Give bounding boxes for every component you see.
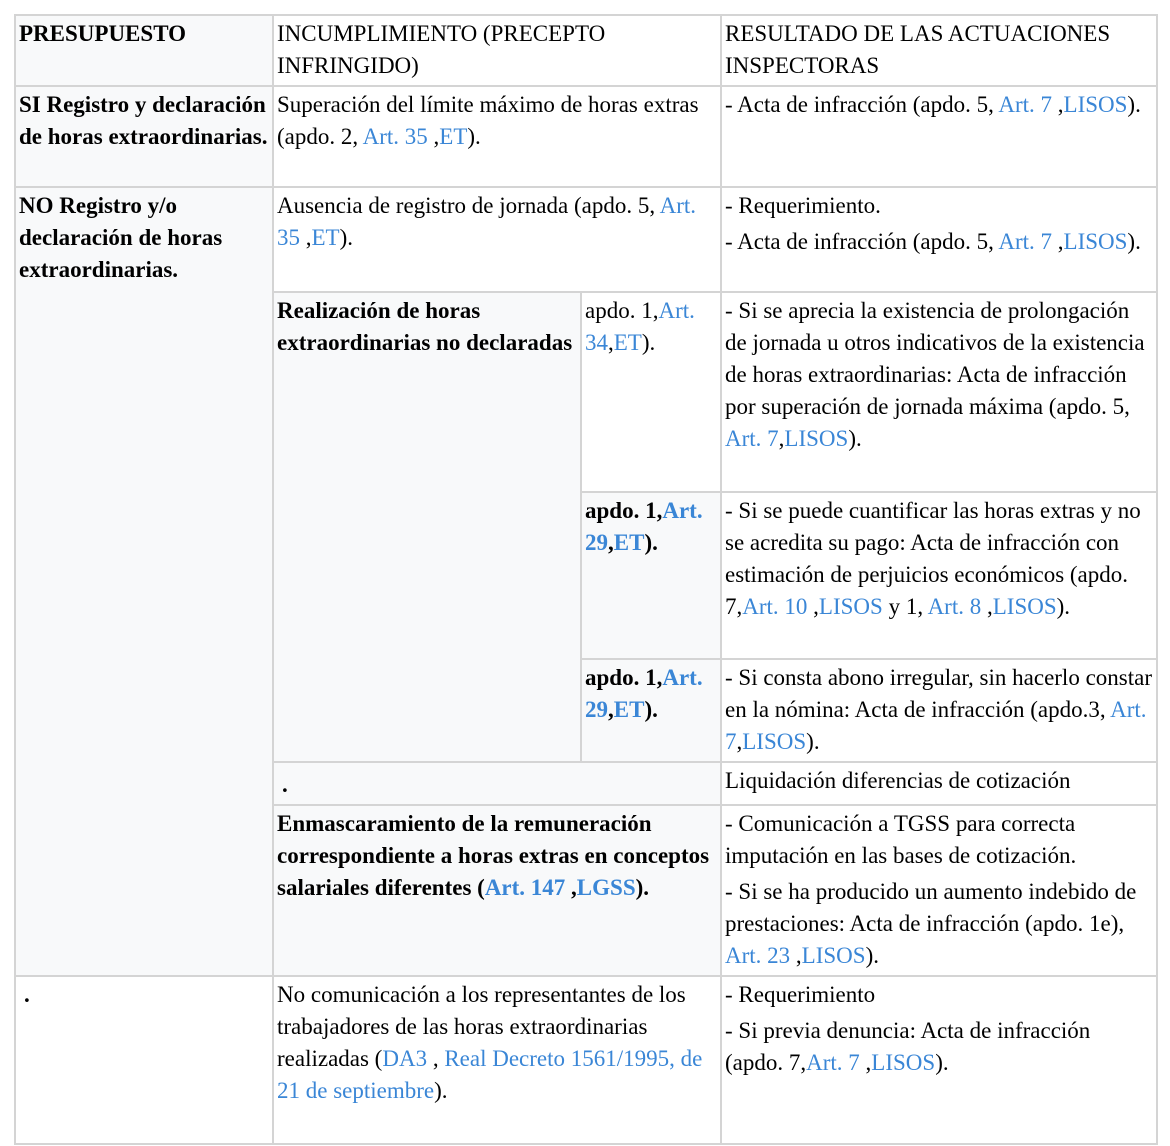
text: - Si se ha producido un aumento indebido de prestaciones: Acta de infracción (apdo. 1e), — [725, 879, 1137, 936]
resultado-cell — [721, 976, 1157, 1144]
text: ). — [935, 1050, 949, 1075]
text: - Si consta abono irregular, sin hacerlo constar en la nómina: Acta de infracción (apdo.3, — [725, 665, 1152, 722]
link-art[interactable]: Art. 23 — [725, 943, 791, 968]
header-incumplimiento: INCUMPLIMIENTO (PRECEPTO INFRINGIDO) — [273, 15, 721, 86]
text: apdo. 1, — [585, 298, 659, 323]
link-lisos[interactable]: LISOS — [742, 729, 807, 754]
text: ). — [806, 729, 820, 754]
text: ). — [434, 1078, 448, 1103]
incumplimiento-cell — [273, 86, 721, 187]
link-lisos[interactable]: LISOS — [801, 943, 866, 968]
link-et[interactable]: ET — [439, 124, 468, 149]
text: , — [859, 1050, 872, 1075]
link-art[interactable]: Art. 29 — [585, 498, 703, 555]
text: , — [778, 426, 785, 451]
text: ). — [644, 530, 658, 555]
text: ). — [644, 697, 658, 722]
text: Enmascaramiento de la remuneración correspondiente a horas extras en conceptos salariales diferentes ( — [277, 811, 710, 900]
text: - Si se aprecia la existencia de prolongación de jornada u otros indicativos de la existencia de horas extraordinarias: Acta de infracción por superación de jornada máxima (apdo. 5, — [725, 298, 1145, 419]
table-row — [15, 187, 1157, 292]
text: ). — [339, 225, 354, 250]
header-presupuesto: PRESUPUESTO — [15, 15, 273, 86]
link-lisos[interactable]: LISOS — [992, 594, 1057, 619]
resultado-cell — [721, 805, 1157, 976]
result-line: - Requerimiento — [725, 982, 876, 1007]
link-lisos[interactable]: LISOS — [784, 426, 849, 451]
ref-cell — [581, 492, 721, 659]
link-et[interactable]: ET — [613, 530, 645, 555]
text: y 1, — [882, 594, 928, 619]
text: ). — [865, 943, 879, 968]
table-row — [15, 976, 1157, 1144]
text: , — [981, 594, 993, 619]
text: , — [608, 330, 614, 355]
link-art[interactable]: Art. 7 — [998, 92, 1053, 117]
link-art[interactable]: Art. 7 — [725, 697, 1147, 754]
text: , — [427, 1046, 445, 1071]
header-row — [15, 15, 1157, 86]
text: , — [1052, 92, 1064, 117]
link-art[interactable]: Art. 147 — [484, 875, 566, 900]
link-lgss[interactable]: LGSS — [576, 875, 636, 900]
text: - Si se puede cuantificar las horas extras y no se acredita su pago: Acta de infracción con estimación de perjuicios económicos (apdo. 7, — [725, 498, 1141, 619]
realizacion-cell: Realización de horas extraordinarias no declaradas — [273, 292, 581, 762]
link-et[interactable]: ET — [613, 697, 645, 722]
resultado-cell — [721, 492, 1157, 659]
link-real-decreto[interactable]: Real Decreto 1561/1995, de 21 de septiembre — [277, 1046, 703, 1103]
resultado-cell: Liquidación diferencias de cotización — [721, 762, 1157, 805]
ref-cell — [581, 659, 721, 762]
text: ). — [1056, 594, 1071, 619]
text: ). — [641, 330, 656, 355]
resultado-cell — [721, 187, 1157, 292]
link-lisos[interactable]: LISOS — [818, 594, 883, 619]
result-line — [725, 876, 1153, 972]
resultado-cell — [721, 292, 1157, 492]
link-lisos[interactable]: LISOS — [871, 1050, 936, 1075]
text: , — [736, 729, 743, 754]
text: apdo. 1, — [585, 498, 663, 523]
text: - Acta de infracción (apdo. 5, — [725, 92, 999, 117]
link-art[interactable]: Art. 34 — [585, 298, 695, 355]
enmascaramiento-cell — [273, 805, 721, 976]
text: , — [427, 124, 440, 149]
text: , — [300, 225, 312, 250]
result-line: - Comunicación a TGSS para correcta imputación en las bases de cotización. — [725, 811, 1077, 868]
text: No comunicación a los representantes de los trabajadores de las horas extraordinarias realizadas ( — [277, 982, 686, 1071]
link-art[interactable]: Art. 8 — [927, 594, 982, 619]
text: apdo. 1, — [585, 665, 663, 690]
text: ). — [1127, 92, 1141, 117]
link-lisos[interactable]: LISOS — [1063, 92, 1128, 117]
text: ). — [848, 426, 862, 451]
resultado-cell — [721, 86, 1157, 187]
text: , — [608, 530, 614, 555]
incumplimiento-cell — [273, 187, 721, 292]
link-art[interactable]: Art. 10 — [742, 594, 808, 619]
text: ). — [635, 875, 650, 900]
dot-cell: . — [273, 762, 721, 805]
ref-cell — [581, 292, 721, 492]
table-row — [15, 86, 1157, 187]
link-art[interactable]: Art. 35 — [362, 124, 428, 149]
text: - Acta de infracción (apdo. 5, — [725, 229, 999, 254]
result-line: - Requerimiento. — [725, 193, 881, 218]
link-lisos[interactable]: LISOS — [1063, 229, 1128, 254]
text: ). — [467, 124, 481, 149]
text: , — [608, 697, 614, 722]
text: , — [790, 943, 802, 968]
link-art[interactable]: Art. 35 — [277, 193, 696, 250]
link-art[interactable]: Art. 29 — [585, 665, 703, 722]
header-resultado: RESULTADO DE LAS ACTUACIONES INSPECTORAS — [721, 15, 1157, 86]
text: , — [807, 594, 819, 619]
presupuesto-cell: . — [15, 976, 273, 1144]
incumplimiento-cell — [273, 976, 721, 1144]
result-line — [725, 1015, 1153, 1079]
result-line — [725, 226, 1153, 258]
text: , — [1052, 229, 1064, 254]
link-et[interactable]: ET — [613, 330, 642, 355]
link-art[interactable]: Art. 7 — [998, 229, 1053, 254]
link-da3[interactable]: DA3 — [382, 1046, 428, 1071]
presupuesto-cell: NO Registro y/o declaración de horas extraordinarias. — [15, 187, 273, 976]
text: - Si previa denuncia: Acta de infracción (apdo. 7, — [725, 1018, 1091, 1075]
link-art[interactable]: Art. 7 — [725, 426, 779, 451]
presupuesto-cell: SI Registro y declaración de horas extraordinarias. — [15, 86, 273, 187]
link-art[interactable]: Art. 7 — [806, 1050, 860, 1075]
link-et[interactable]: ET — [311, 225, 340, 250]
inspection-table — [14, 14, 1158, 1145]
resultado-cell — [721, 659, 1157, 762]
text: Ausencia de registro de jornada (apdo. 5, — [277, 193, 660, 218]
text: , — [565, 875, 577, 900]
text: ). — [1127, 229, 1141, 254]
text: Superación del límite máximo de horas extras (apdo. 2, — [277, 92, 699, 149]
